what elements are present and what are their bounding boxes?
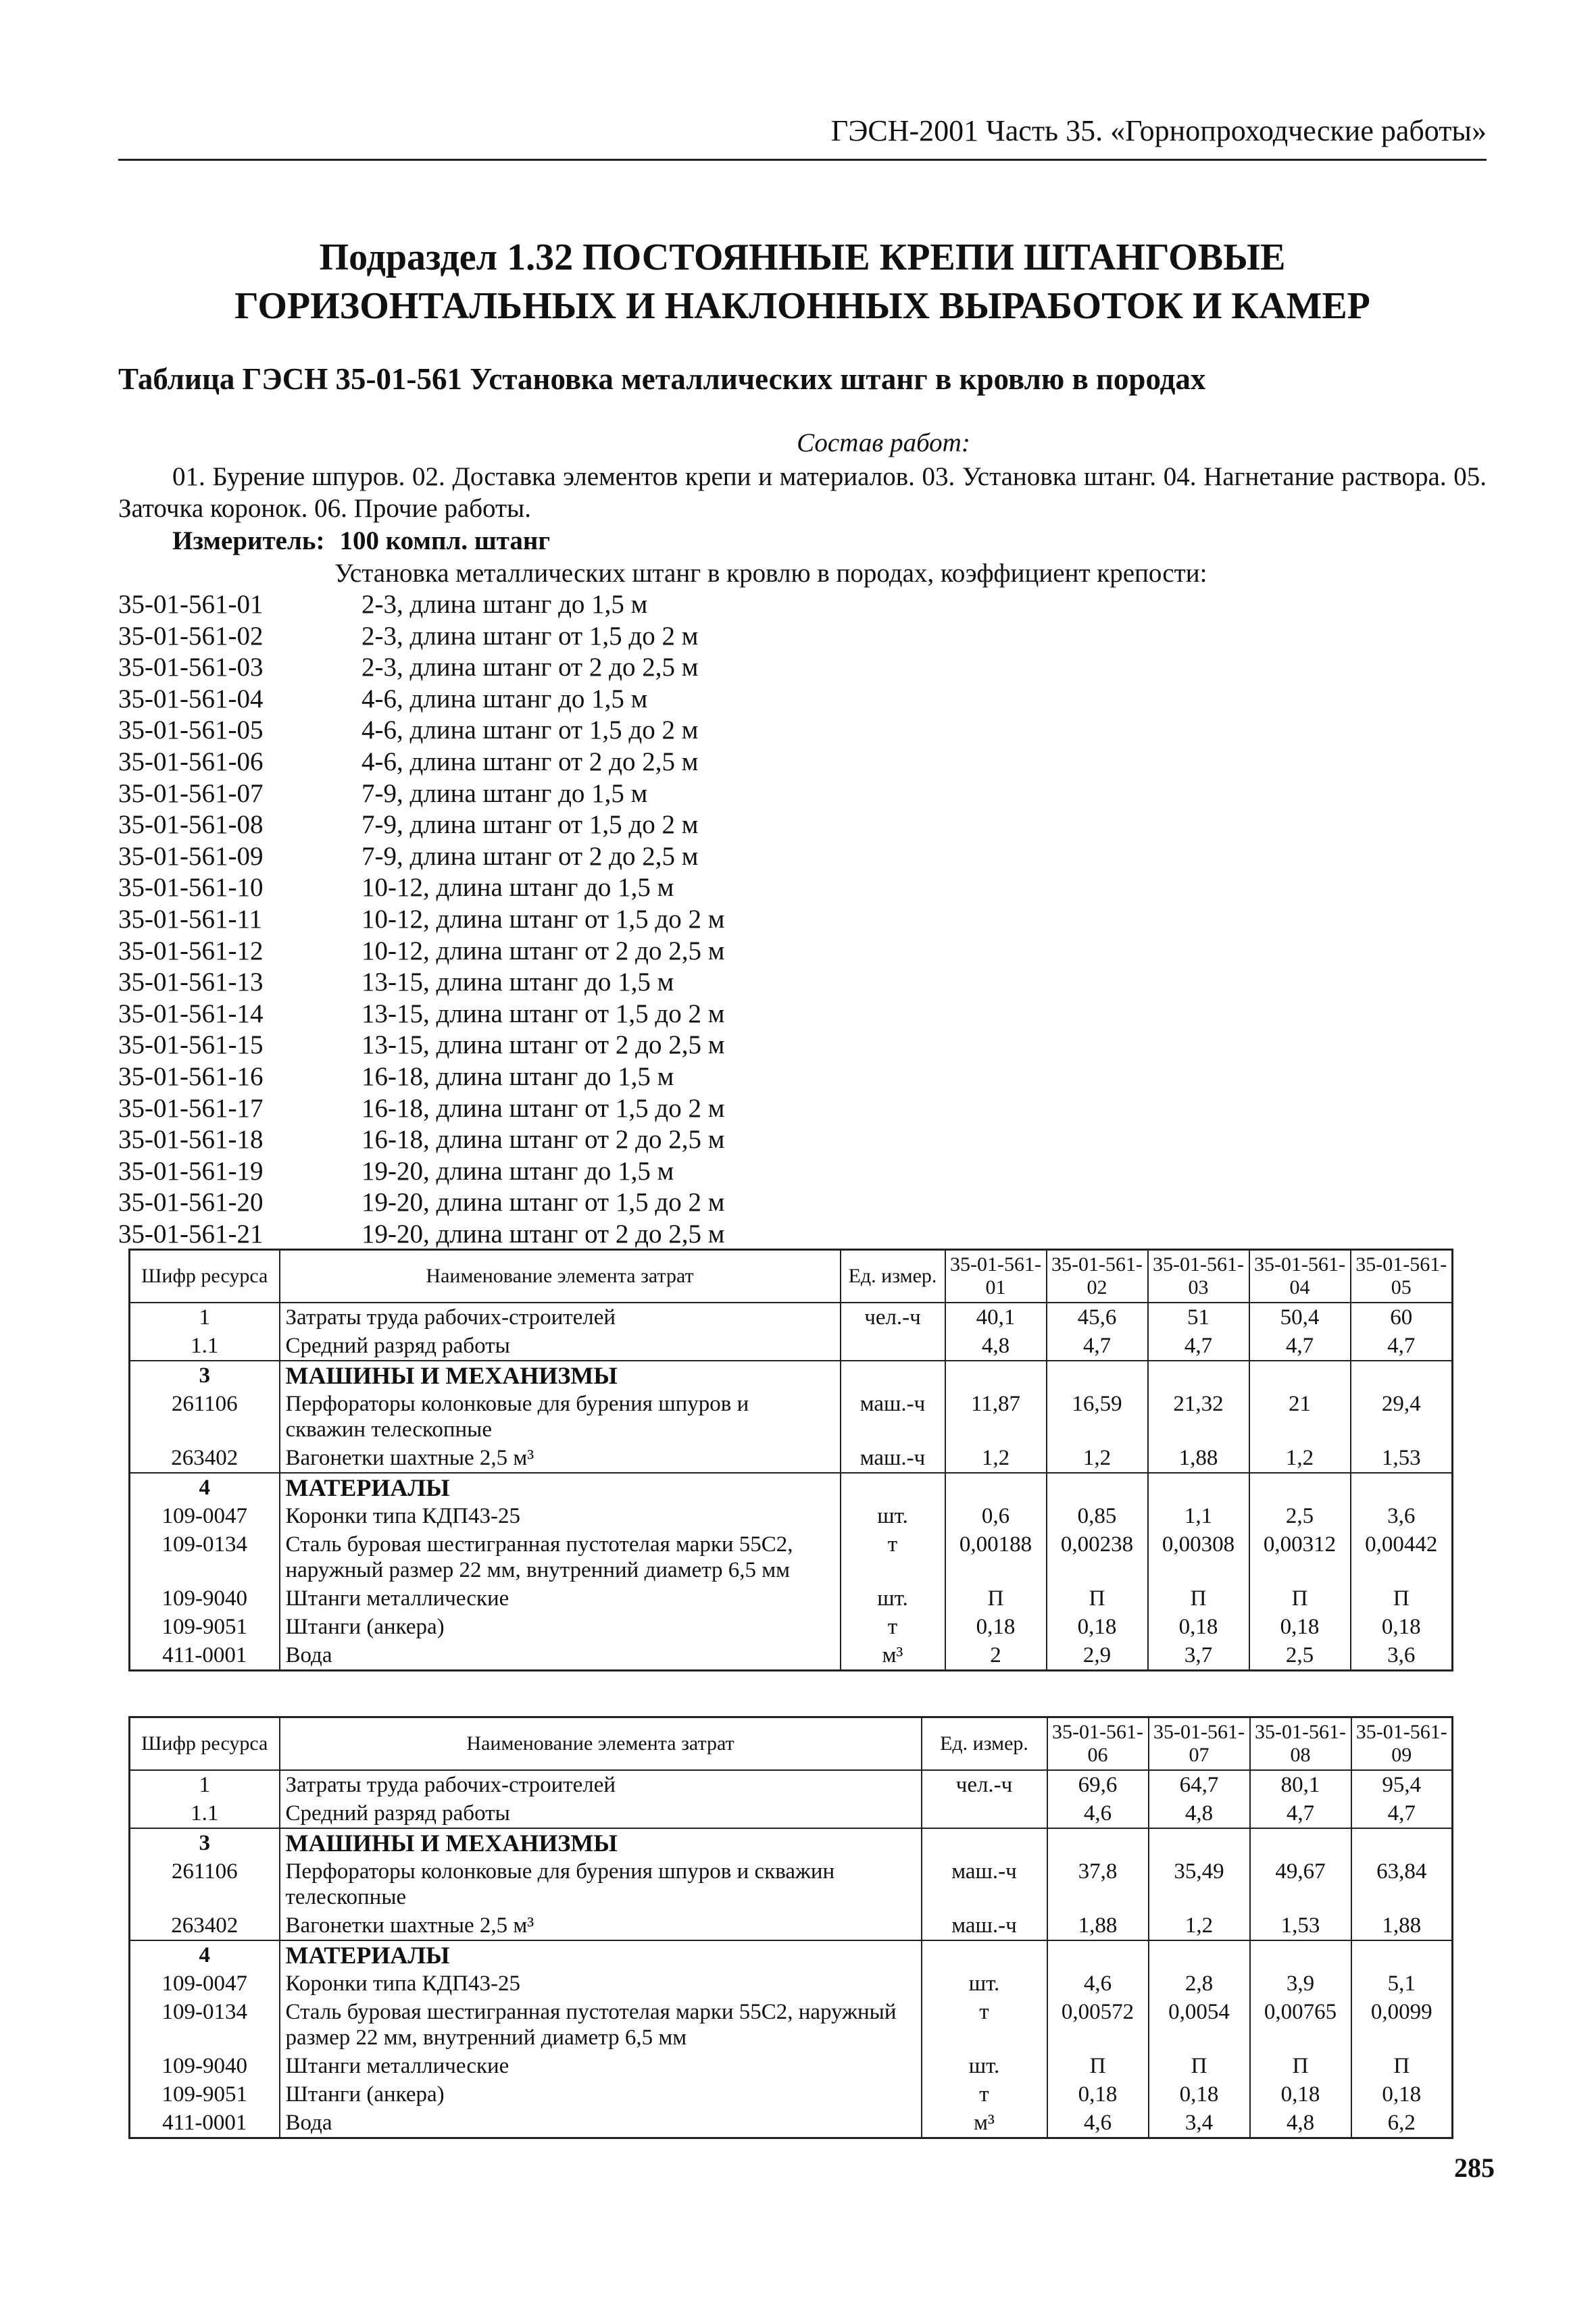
value-cell bbox=[1351, 1940, 1453, 1969]
column-header: Наименование элемента затрат bbox=[280, 1717, 922, 1771]
code-list-item bbox=[118, 1219, 724, 1251]
code-list-item bbox=[118, 715, 724, 747]
cost-element-name: МАТЕРИАЛЫ bbox=[280, 1473, 841, 1502]
cost-element-name: Вагонетки шахтные 2,5 м³ bbox=[280, 1444, 841, 1473]
value-cell: 4,7 bbox=[1047, 1332, 1148, 1361]
value-cell: П bbox=[1149, 2052, 1250, 2080]
unit-cell bbox=[922, 1799, 1047, 1828]
code-list-item bbox=[118, 684, 724, 715]
rate-description: 10-12, длина штанг от 2 до 2,5 м bbox=[361, 936, 725, 965]
unit-cell: т bbox=[841, 1530, 945, 1584]
code-list-item bbox=[118, 589, 724, 621]
rate-column-header: 35-01-561-02 bbox=[1047, 1250, 1148, 1303]
rate-code: 35-01-561-16 bbox=[118, 1061, 264, 1091]
value-cell: 0,00765 bbox=[1250, 1998, 1351, 2052]
resource-code: 263402 bbox=[130, 1444, 280, 1473]
rate-code: 35-01-561-14 bbox=[118, 999, 264, 1028]
code-list-item bbox=[118, 652, 724, 684]
section-heading-line-2: ГОРИЗОНТАЛЬНЫХ И НАКЛОННЫХ ВЫРАБОТОК И КАМЕР bbox=[234, 285, 1370, 327]
cost-element-name: Штанги (анкера) bbox=[280, 1613, 841, 1641]
value-cell: 4,7 bbox=[1249, 1332, 1351, 1361]
section-row bbox=[130, 1473, 1453, 1502]
column-header: Ед. измер. bbox=[841, 1250, 945, 1303]
rate-code: 35-01-561-17 bbox=[118, 1093, 264, 1123]
unit-cell: т bbox=[841, 1613, 945, 1641]
rate-description: 2-3, длина штанг от 2 до 2,5 м bbox=[361, 653, 699, 682]
rate-code: 35-01-561-04 bbox=[118, 684, 264, 713]
value-cell: П bbox=[1047, 2052, 1149, 2080]
value-cell: 50,4 bbox=[1249, 1303, 1351, 1332]
column-header: Шифр ресурса bbox=[130, 1250, 280, 1303]
unit-cell: шт. bbox=[922, 1969, 1047, 1998]
value-cell: 63,84 bbox=[1351, 1857, 1453, 1911]
value-cell: 51 bbox=[1148, 1303, 1249, 1332]
cost-element-name: МАШИНЫ И МЕХАНИЗМЫ bbox=[280, 1828, 922, 1857]
code-list-item bbox=[118, 1093, 724, 1125]
value-cell: П bbox=[1148, 1584, 1249, 1613]
resource-code: 109-0047 bbox=[130, 1969, 280, 1998]
value-cell: 0,0054 bbox=[1149, 1998, 1250, 2052]
work-composition-title: Состав работ: bbox=[797, 428, 970, 457]
value-cell: 69,6 bbox=[1047, 1770, 1149, 1799]
unit-cell: шт. bbox=[922, 2052, 1047, 2080]
value-cell: 0,0099 bbox=[1351, 1998, 1453, 2052]
unit-cell: чел.-ч bbox=[841, 1303, 945, 1332]
rate-description: 13-15, длина штанг от 2 до 2,5 м bbox=[361, 1030, 725, 1060]
value-cell: П bbox=[945, 1584, 1047, 1613]
rate-code: 35-01-561-03 bbox=[118, 653, 264, 682]
value-cell: 1,88 bbox=[1047, 1911, 1149, 1940]
code-list-item bbox=[118, 1030, 724, 1061]
value-cell: П bbox=[1351, 2052, 1453, 2080]
unit-cell: маш.-ч bbox=[922, 1857, 1047, 1911]
table-header-row bbox=[130, 1250, 1453, 1303]
table-row bbox=[130, 1770, 1453, 1799]
value-cell: 64,7 bbox=[1149, 1770, 1250, 1799]
resource-table-2 bbox=[128, 1716, 1453, 2139]
code-list-item bbox=[118, 778, 724, 810]
rate-description: 4-6, длина штанг до 1,5 м bbox=[361, 684, 648, 713]
value-cell bbox=[945, 1361, 1047, 1390]
rate-description: 7-9, длина штанг от 1,5 до 2 м bbox=[361, 810, 699, 840]
resource-code: 1.1 bbox=[130, 1332, 280, 1361]
unit-cell: маш.-ч bbox=[841, 1444, 945, 1473]
code-list-item bbox=[118, 841, 724, 873]
value-cell: 29,4 bbox=[1351, 1390, 1453, 1444]
unit-cell: маш.-ч bbox=[841, 1390, 945, 1444]
value-cell: 95,4 bbox=[1351, 1770, 1453, 1799]
rate-code: 35-01-561-09 bbox=[118, 841, 264, 871]
value-cell: 0,18 bbox=[945, 1613, 1047, 1641]
cost-element-name: Вода bbox=[280, 2109, 922, 2138]
section-row bbox=[130, 1361, 1453, 1390]
rate-column-header: 35-01-561-03 bbox=[1148, 1250, 1249, 1303]
value-cell bbox=[1148, 1361, 1249, 1390]
value-cell: П bbox=[1250, 2052, 1351, 2080]
value-cell: 80,1 bbox=[1250, 1770, 1351, 1799]
code-list-item bbox=[118, 872, 724, 904]
code-list-item bbox=[118, 1124, 724, 1156]
code-list-item bbox=[118, 967, 724, 999]
rate-code: 35-01-561-21 bbox=[118, 1219, 264, 1249]
table-row bbox=[130, 1390, 1453, 1444]
value-cell bbox=[1149, 1828, 1250, 1857]
value-cell: 11,87 bbox=[945, 1390, 1047, 1444]
value-cell: П bbox=[1047, 1584, 1148, 1613]
rate-description: 4-6, длина штанг от 2 до 2,5 м bbox=[361, 747, 699, 776]
cost-element-name: Средний разряд работы bbox=[280, 1332, 841, 1361]
code-list-item bbox=[118, 904, 724, 936]
value-cell bbox=[1047, 1361, 1148, 1390]
value-cell: 49,67 bbox=[1250, 1857, 1351, 1911]
value-cell: 3,7 bbox=[1148, 1641, 1249, 1671]
code-list-item bbox=[118, 936, 724, 967]
value-cell: 21,32 bbox=[1148, 1390, 1249, 1444]
value-cell: 6,2 bbox=[1351, 2109, 1453, 2138]
value-cell: 3,6 bbox=[1351, 1502, 1453, 1530]
value-cell: 0,18 bbox=[1047, 1613, 1148, 1641]
value-cell: 2,9 bbox=[1047, 1641, 1148, 1671]
unit-cell: т bbox=[922, 2080, 1047, 2109]
unit-cell: м³ bbox=[922, 2109, 1047, 2138]
work-composition-text: 01. Бурение шпуров. 02. Доставка элементов крепи и материалов. 03. Установка штанг. 04. Нагнетание раствора. 05. Заточка коронок. 06. Прочие работы. bbox=[118, 462, 1487, 523]
description-intro: Установка металлических штанг в кровлю в породах, коэффициент крепости: bbox=[334, 559, 1207, 588]
rate-code: 35-01-561-13 bbox=[118, 967, 264, 997]
unit-cell bbox=[922, 1828, 1047, 1857]
value-cell: 0,00442 bbox=[1351, 1530, 1453, 1584]
value-cell: 16,59 bbox=[1047, 1390, 1148, 1444]
unit-cell: м³ bbox=[841, 1641, 945, 1671]
rate-description: 10-12, длина штанг до 1,5 м bbox=[361, 873, 674, 903]
rate-code: 35-01-561-19 bbox=[118, 1156, 264, 1186]
section-heading bbox=[118, 233, 1487, 330]
cost-element-name: Сталь буровая шестигранная пустотелая марки 55С2, наружный размер 22 мм, внутренний диаметр 6,5 мм bbox=[280, 1530, 841, 1584]
unit-cell bbox=[922, 1940, 1047, 1969]
code-list-item bbox=[118, 1187, 724, 1219]
rate-description: 19-20, длина штанг от 1,5 до 2 м bbox=[361, 1188, 725, 1217]
table-row bbox=[130, 1969, 1453, 1998]
table-row bbox=[130, 1998, 1453, 2052]
value-cell bbox=[945, 1473, 1047, 1502]
value-cell: 4,7 bbox=[1148, 1332, 1249, 1361]
value-cell bbox=[1250, 1828, 1351, 1857]
value-cell: 60 bbox=[1351, 1303, 1453, 1332]
value-cell: 3,4 bbox=[1149, 2109, 1250, 2138]
value-cell: П bbox=[1351, 1584, 1453, 1613]
value-cell: 0,00312 bbox=[1249, 1530, 1351, 1584]
value-cell: 1,88 bbox=[1148, 1444, 1249, 1473]
rate-description: 7-9, длина штанг от 2 до 2,5 м bbox=[361, 841, 699, 871]
value-cell: 4,7 bbox=[1351, 1332, 1453, 1361]
unit-cell: т bbox=[922, 1998, 1047, 2052]
value-cell: 0,85 bbox=[1047, 1502, 1148, 1530]
rate-column-header: 35-01-561-01 bbox=[945, 1250, 1047, 1303]
section-row bbox=[130, 1940, 1453, 1969]
rate-code: 35-01-561-20 bbox=[118, 1188, 264, 1217]
value-cell bbox=[1047, 1473, 1148, 1502]
running-header: ГЭСН-2001 Часть 35. «Горнопроходческие работы» bbox=[118, 114, 1487, 161]
value-cell: 4,7 bbox=[1351, 1799, 1453, 1828]
unit-cell: чел.-ч bbox=[922, 1770, 1047, 1799]
value-cell: 5,1 bbox=[1351, 1969, 1453, 1998]
value-cell: 4,8 bbox=[1250, 2109, 1351, 2138]
table-row bbox=[130, 1502, 1453, 1530]
value-cell bbox=[1249, 1473, 1351, 1502]
rate-code: 35-01-561-06 bbox=[118, 747, 264, 776]
column-header: Шифр ресурса bbox=[130, 1717, 280, 1771]
cost-element-name: Затраты труда рабочих-строителей bbox=[280, 1303, 841, 1332]
value-cell: 1,53 bbox=[1351, 1444, 1453, 1473]
value-cell: 2,8 bbox=[1149, 1969, 1250, 1998]
resource-code: 109-0134 bbox=[130, 1530, 280, 1584]
value-cell bbox=[1047, 1828, 1149, 1857]
value-cell: 0,18 bbox=[1250, 2080, 1351, 2109]
rate-code: 35-01-561-07 bbox=[118, 778, 264, 808]
measurer-value: 100 компл. штанг bbox=[339, 526, 551, 555]
rate-column-header: 35-01-561-06 bbox=[1047, 1717, 1149, 1771]
rate-column-header: 35-01-561-08 bbox=[1250, 1717, 1351, 1771]
rate-code: 35-01-561-12 bbox=[118, 936, 264, 965]
cost-element-name: Штанги металлические bbox=[280, 2052, 922, 2080]
value-cell: 2,5 bbox=[1249, 1502, 1351, 1530]
value-cell: 0,00238 bbox=[1047, 1530, 1148, 1584]
rate-description: 7-9, длина штанг до 1,5 м bbox=[361, 778, 648, 808]
table-header-row bbox=[130, 1717, 1453, 1771]
section-row bbox=[130, 1828, 1453, 1857]
code-list-item bbox=[118, 809, 724, 841]
resource-code: 3 bbox=[130, 1361, 280, 1390]
rate-description: 2-3, длина штанг от 1,5 до 2 м bbox=[361, 621, 699, 651]
rate-code: 35-01-561-10 bbox=[118, 873, 264, 903]
resource-code: 109-0134 bbox=[130, 1998, 280, 2052]
value-cell: 0,18 bbox=[1047, 2080, 1149, 2109]
table-row bbox=[130, 2080, 1453, 2109]
column-header: Ед. измер. bbox=[922, 1717, 1047, 1771]
measurer bbox=[172, 526, 550, 556]
value-cell: 3,6 bbox=[1351, 1641, 1453, 1671]
code-list-item bbox=[118, 999, 724, 1030]
table-row bbox=[130, 1584, 1453, 1613]
value-cell: 1,2 bbox=[1149, 1911, 1250, 1940]
value-cell: 35,49 bbox=[1149, 1857, 1250, 1911]
code-list-item bbox=[118, 1156, 724, 1188]
rate-code: 35-01-561-05 bbox=[118, 715, 264, 745]
value-cell bbox=[1149, 1940, 1250, 1969]
value-cell: 37,8 bbox=[1047, 1857, 1149, 1911]
cost-element-name: МАТЕРИАЛЫ bbox=[280, 1940, 922, 1969]
rate-description: 10-12, длина штанг от 1,5 до 2 м bbox=[361, 904, 725, 934]
rate-code: 35-01-561-15 bbox=[118, 1030, 264, 1060]
page-number: 285 bbox=[1454, 2153, 1495, 2183]
column-header: Наименование элемента затрат bbox=[280, 1250, 841, 1303]
table-row bbox=[130, 1857, 1453, 1911]
value-cell: 45,6 bbox=[1047, 1303, 1148, 1332]
value-cell bbox=[1351, 1828, 1453, 1857]
unit-cell: шт. bbox=[841, 1502, 945, 1530]
code-list-item bbox=[118, 1061, 724, 1093]
cost-element-name: Штанги (анкера) bbox=[280, 2080, 922, 2109]
table-row bbox=[130, 1641, 1453, 1671]
cost-element-name: Средний разряд работы bbox=[280, 1799, 922, 1828]
resource-table-1 bbox=[128, 1249, 1453, 1671]
cost-element-name: Штанги металлические bbox=[280, 1584, 841, 1613]
value-cell bbox=[1250, 1940, 1351, 1969]
rate-description: 16-18, длина штанг до 1,5 м bbox=[361, 1061, 674, 1091]
value-cell: 4,6 bbox=[1047, 1799, 1149, 1828]
unit-cell bbox=[841, 1473, 945, 1502]
value-cell bbox=[1249, 1361, 1351, 1390]
resource-code: 1 bbox=[130, 1770, 280, 1799]
value-cell: 4,6 bbox=[1047, 1969, 1149, 1998]
cost-element-name: Затраты труда рабочих-строителей bbox=[280, 1770, 922, 1799]
rate-column-header: 35-01-561-04 bbox=[1249, 1250, 1351, 1303]
table-row bbox=[130, 1799, 1453, 1828]
resource-code: 263402 bbox=[130, 1911, 280, 1940]
resource-code: 109-9051 bbox=[130, 2080, 280, 2109]
value-cell bbox=[1351, 1361, 1453, 1390]
resource-code: 1.1 bbox=[130, 1799, 280, 1828]
table-title: Таблица ГЭСН 35-01-561 Установка металлических штанг в кровлю в породах bbox=[118, 362, 1206, 396]
cost-element-name: Перфораторы колонковые для бурения шпуров и скважин телескопные bbox=[280, 1857, 922, 1911]
value-cell: 1,53 bbox=[1250, 1911, 1351, 1940]
rate-description: 2-3, длина штанг до 1,5 м bbox=[361, 590, 648, 619]
resource-code: 109-9051 bbox=[130, 1613, 280, 1641]
value-cell: 0,18 bbox=[1351, 2080, 1453, 2109]
table-row bbox=[130, 1911, 1453, 1940]
rate-code: 35-01-561-11 bbox=[118, 904, 263, 934]
rate-code: 35-01-561-08 bbox=[118, 810, 264, 840]
value-cell: 4,7 bbox=[1250, 1799, 1351, 1828]
cost-element-name: Вагонетки шахтные 2,5 м³ bbox=[280, 1911, 922, 1940]
resource-code: 411-0001 bbox=[130, 1641, 280, 1671]
value-cell: 40,1 bbox=[945, 1303, 1047, 1332]
value-cell: 1,1 bbox=[1148, 1502, 1249, 1530]
rate-column-header: 35-01-561-07 bbox=[1149, 1717, 1250, 1771]
rate-description: 4-6, длина штанг от 1,5 до 2 м bbox=[361, 715, 699, 745]
unit-cell bbox=[841, 1361, 945, 1390]
value-cell: 3,9 bbox=[1250, 1969, 1351, 1998]
rate-description: 13-15, длина штанг от 1,5 до 2 м bbox=[361, 999, 725, 1028]
resource-code: 411-0001 bbox=[130, 2109, 280, 2138]
cost-element-name: Коронки типа КДП43-25 bbox=[280, 1502, 841, 1530]
table-row bbox=[130, 1444, 1453, 1473]
cost-element-name: Сталь буровая шестигранная пустотелая марки 55С2, наружный размер 22 мм, внутренний диаметр 6,5 мм bbox=[280, 1998, 922, 2052]
cost-element-name: Вода bbox=[280, 1641, 841, 1671]
value-cell: 2,5 bbox=[1249, 1641, 1351, 1671]
table-row bbox=[130, 1332, 1453, 1361]
value-cell: 0,6 bbox=[945, 1502, 1047, 1530]
resource-code: 3 bbox=[130, 1828, 280, 1857]
resource-code: 261106 bbox=[130, 1857, 280, 1911]
value-cell bbox=[1351, 1473, 1453, 1502]
rate-description: 19-20, длина штанг до 1,5 м bbox=[361, 1156, 674, 1186]
value-cell: 0,18 bbox=[1149, 2080, 1250, 2109]
value-cell: 2 bbox=[945, 1641, 1047, 1671]
value-cell: 4,8 bbox=[1149, 1799, 1250, 1828]
section-heading-line-1: Подраздел 1.32 ПОСТОЯННЫЕ КРЕПИ ШТАНГОВЫЕ bbox=[319, 236, 1286, 278]
resource-code: 109-9040 bbox=[130, 2052, 280, 2080]
rate-code: 35-01-561-01 bbox=[118, 590, 264, 619]
value-cell: 0,18 bbox=[1249, 1613, 1351, 1641]
resource-code: 261106 bbox=[130, 1390, 280, 1444]
rate-column-header: 35-01-561-05 bbox=[1351, 1250, 1453, 1303]
value-cell: 0,00572 bbox=[1047, 1998, 1149, 2052]
rate-description: 16-18, длина штанг от 1,5 до 2 м bbox=[361, 1093, 725, 1123]
unit-cell: маш.-ч bbox=[922, 1911, 1047, 1940]
table-row bbox=[130, 2052, 1453, 2080]
resource-code: 1 bbox=[130, 1303, 280, 1332]
value-cell: 4,8 bbox=[945, 1332, 1047, 1361]
rate-code: 35-01-561-18 bbox=[118, 1125, 264, 1155]
code-list bbox=[118, 589, 724, 1250]
value-cell: 1,2 bbox=[1249, 1444, 1351, 1473]
value-cell: 0,18 bbox=[1351, 1613, 1453, 1641]
cost-element-name: Перфораторы колонковые для бурения шпуров и скважин телескопные bbox=[280, 1390, 841, 1444]
table-row bbox=[130, 1303, 1453, 1332]
rate-code: 35-01-561-02 bbox=[118, 621, 264, 651]
value-cell: 21 bbox=[1249, 1390, 1351, 1444]
rate-description: 16-18, длина штанг от 2 до 2,5 м bbox=[361, 1125, 725, 1155]
cost-element-name: МАШИНЫ И МЕХАНИЗМЫ bbox=[280, 1361, 841, 1390]
value-cell: 1,2 bbox=[945, 1444, 1047, 1473]
value-cell: 0,18 bbox=[1148, 1613, 1249, 1641]
value-cell bbox=[1047, 1940, 1149, 1969]
value-cell: 4,6 bbox=[1047, 2109, 1149, 2138]
resource-code: 109-0047 bbox=[130, 1502, 280, 1530]
measurer-label: Измеритель: bbox=[172, 526, 325, 555]
rate-column-header: 35-01-561-09 bbox=[1351, 1717, 1453, 1771]
resource-code: 109-9040 bbox=[130, 1584, 280, 1613]
value-cell: 1,2 bbox=[1047, 1444, 1148, 1473]
value-cell: 1,88 bbox=[1351, 1911, 1453, 1940]
unit-cell bbox=[841, 1332, 945, 1361]
rate-description: 13-15, длина штанг до 1,5 м bbox=[361, 967, 674, 997]
rate-description: 19-20, длина штанг от 2 до 2,5 м bbox=[361, 1219, 725, 1249]
table-row bbox=[130, 1613, 1453, 1641]
table-row bbox=[130, 1530, 1453, 1584]
value-cell: 0,00308 bbox=[1148, 1530, 1249, 1584]
value-cell: П bbox=[1249, 1584, 1351, 1613]
table-row bbox=[130, 2109, 1453, 2138]
resource-code: 4 bbox=[130, 1940, 280, 1969]
code-list-item bbox=[118, 621, 724, 653]
resource-code: 4 bbox=[130, 1473, 280, 1502]
value-cell bbox=[1148, 1473, 1249, 1502]
code-list-item bbox=[118, 747, 724, 778]
cost-element-name: Коронки типа КДП43-25 bbox=[280, 1969, 922, 1998]
value-cell: 0,00188 bbox=[945, 1530, 1047, 1584]
unit-cell: шт. bbox=[841, 1584, 945, 1613]
